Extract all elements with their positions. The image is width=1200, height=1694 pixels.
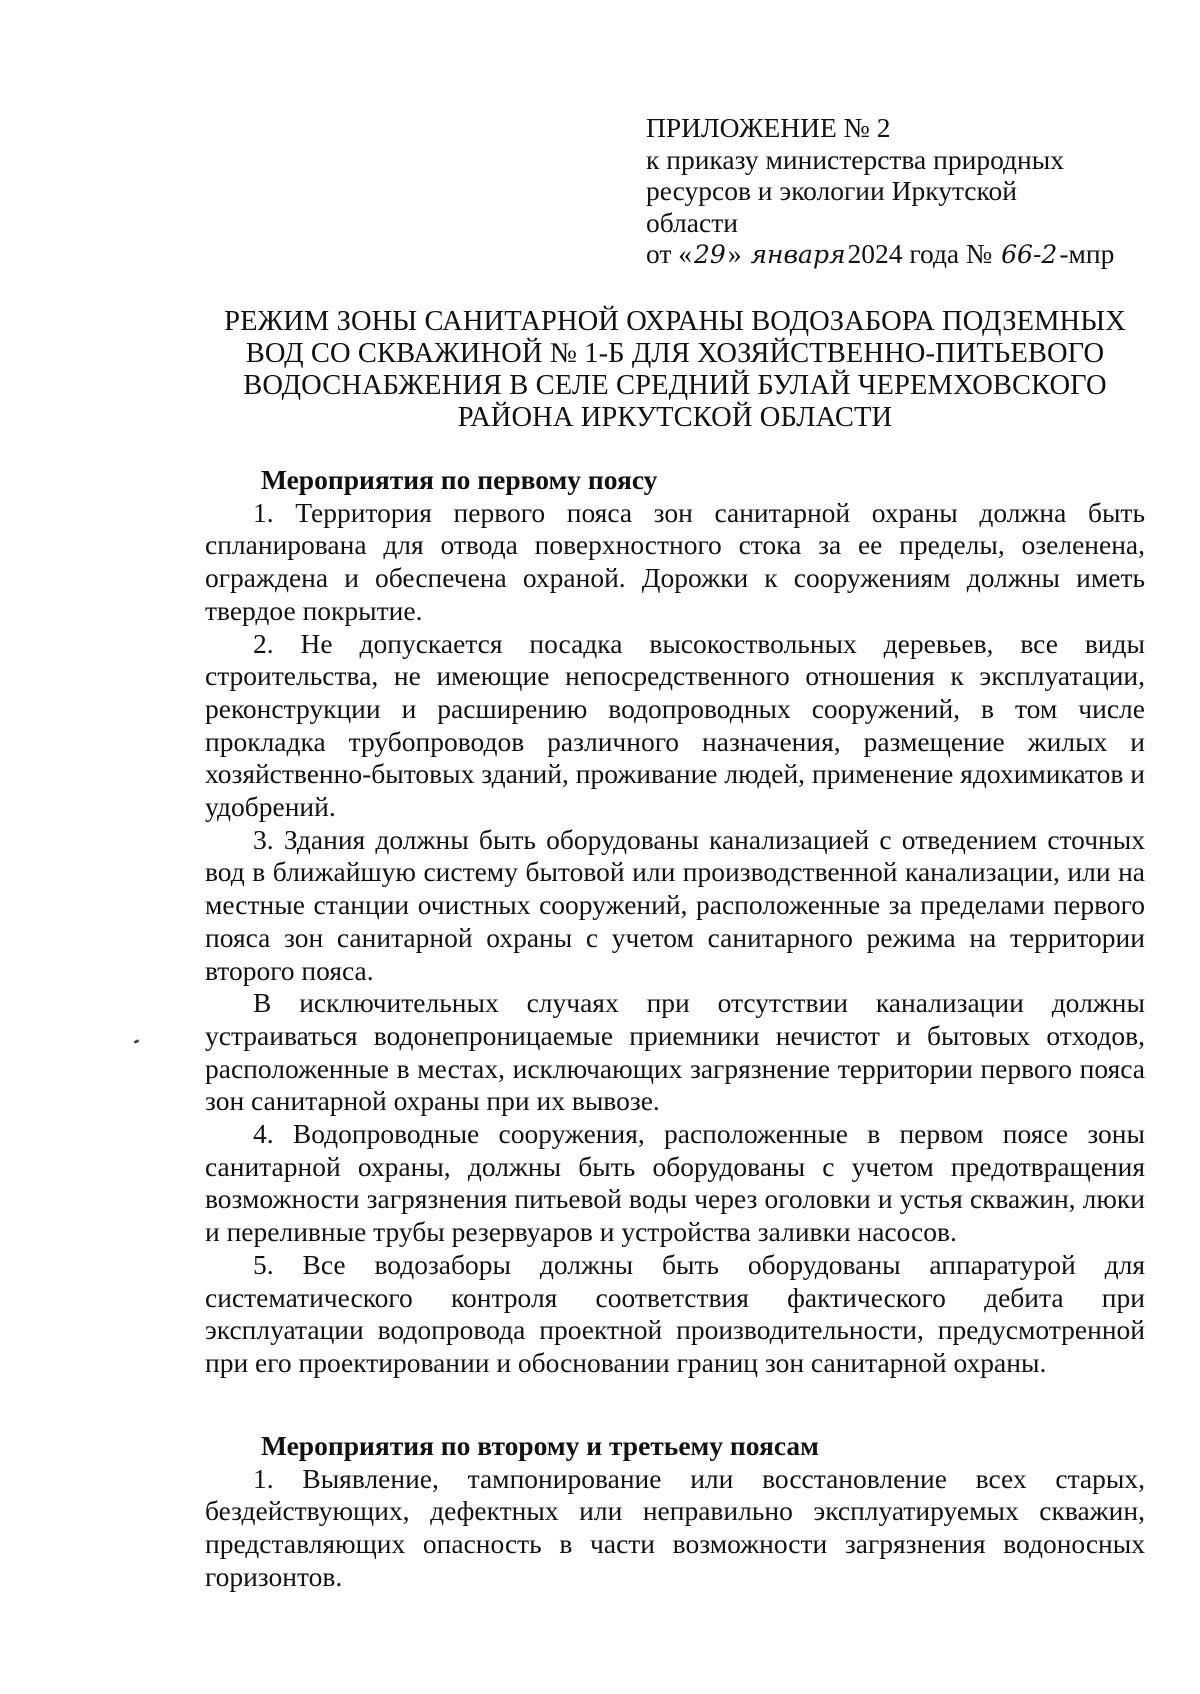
appendix-line-2: ресурсов и экологии Иркутской xyxy=(646,175,1017,206)
section-heading: Мероприятия по первому поясу xyxy=(261,464,658,495)
title-line-2: ВОД СО СКВАЖИНОЙ № 1-Б ДЛЯ ХОЗЯЙСТВЕННО-ПИТЬЕВОГО xyxy=(245,338,1105,369)
appendix-block xyxy=(646,112,1166,271)
section-first-belt xyxy=(205,464,1145,1380)
section-second-third-belts xyxy=(205,1430,1145,1594)
paragraph: 1. Территория первого пояса зон санитарной охраны должна быть спланирована для отвода поверхностного стока за ее пределы, озеленена, ограждена и обеспечена охраной. Дорожки к сооружениям должны иметь твердое покрытие. xyxy=(205,496,1145,626)
paragraph: В исключительных случаях при отсутствии канализации должны устраиваться водонепроницаемые приемники нечистот и бытовых отходов, расположенные в местах, исключающих загрязнение территории первого пояса зон санитарной охраны при их вывозе. xyxy=(205,987,1145,1117)
appendix-line-3: области xyxy=(646,206,738,238)
title-line-3: ВОДОСНАБЖЕНИЯ В СЕЛЕ СРЕДНИЙ БУЛАЙ ЧЕРЕМХОВСКОГО xyxy=(243,370,1107,401)
handwritten-month: января xyxy=(750,240,846,269)
title-line-4: РАЙОНА ИРКУТСКОЙ ОБЛАСТИ xyxy=(457,402,893,433)
paragraph: 1. Выявление, тампонирование или восстановление всех старых, бездействующих, дефектных или неправильно эксплуатируемых скважин, представляющих опасность в части возможности загрязнения водоносных горизонтов. xyxy=(205,1462,1145,1592)
appendix-line-1: к приказу министерства природных xyxy=(646,143,1064,175)
scan-speck xyxy=(134,1039,140,1044)
paragraph: 3. Здания должны быть оборудованы канализацией с отведением сточных вод в ближайшую систему бытовой или производственной канализации, или на местные станции очистных сооружений, расположенные за пределами первого пояса зон санитарной охраны с учетом санитарного режима на территории второго пояса. xyxy=(205,823,1145,986)
section-heading: Мероприятия по второму и третьему поясам xyxy=(261,1430,819,1461)
year-text: 2024 года № xyxy=(847,238,1000,269)
paragraph: 4. Водопроводные сооружения, расположенные в первом поясе зоны санитарной охраны, должны быть оборудованы с учетом предотвращения возможности загрязнения питьевой воды через оголовки и устья скважин, люки и переливные трубы резервуаров и устройства заливки насосов. xyxy=(205,1118,1145,1248)
paragraph: 5. Все водозаборы должны быть оборудованы аппаратурой для систематического контроля соответствия фактического дебита при эксплуатации водопровода проектной производительности, предусмотренной при его проектировании и обосновании границ зон санитарной охраны. xyxy=(205,1248,1145,1378)
appendix-date-line xyxy=(646,238,1166,271)
number-suffix: -мпр xyxy=(1059,238,1115,269)
date-prefix: от « xyxy=(646,238,693,269)
title-line-1: РЕЖИМ ЗОНЫ САНИТАРНОЙ ОХРАНЫ ВОДОЗАБОРА ПОДЗЕМНЫХ xyxy=(224,306,1126,337)
handwritten-day: 29 xyxy=(694,240,726,269)
appendix-heading: ПРИЛОЖЕНИЕ № 2 xyxy=(646,112,891,143)
document-title xyxy=(205,306,1145,434)
date-mid: » xyxy=(727,238,749,269)
handwritten-number: 66-2 xyxy=(1001,240,1058,269)
paragraph: 2. Не допускается посадка высокоствольных деревьев, все виды строительства, не имеющие непосредственного отношения к эксплуатации, реконструкции и расширению водопроводных сооружений, в том числе прокладка трубопроводов различного назначения, размещение жилых и хозяйственно-бытовых зданий, проживание людей, применение ядохимикатов и удобрений. xyxy=(205,627,1145,823)
